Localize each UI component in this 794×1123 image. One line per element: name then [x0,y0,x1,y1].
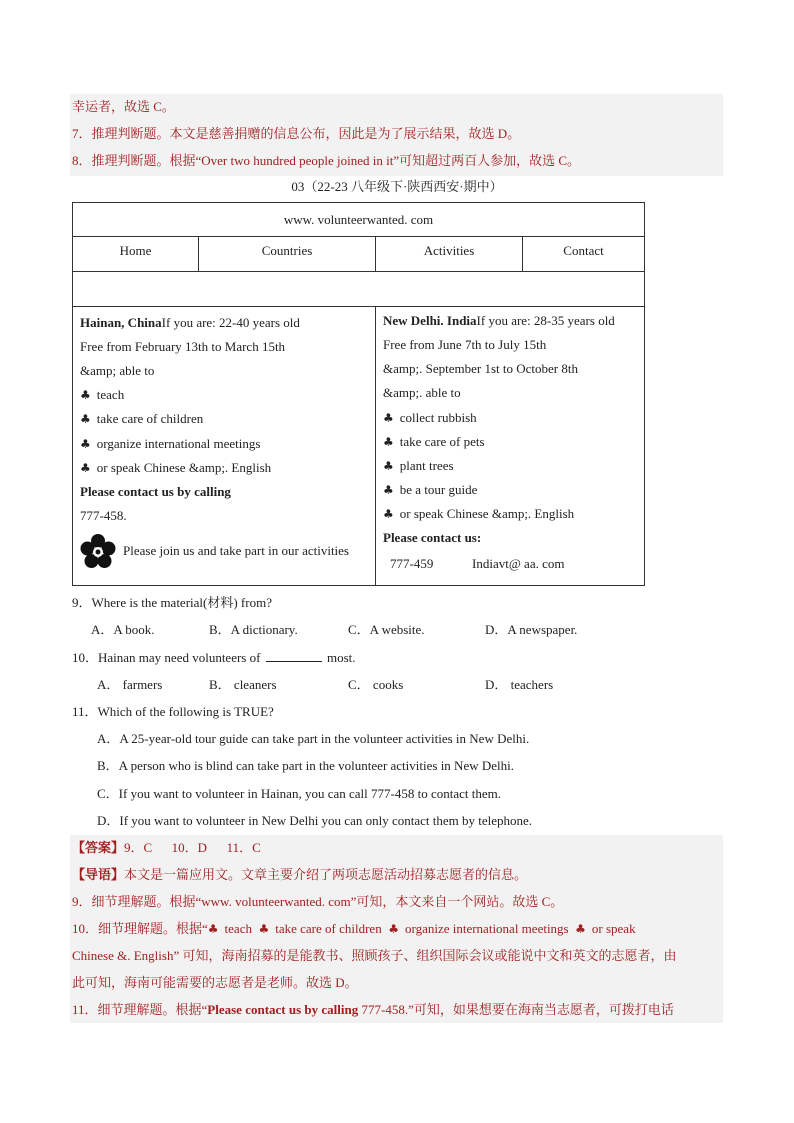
join-text: Please join us and take part in our activities [123,543,349,558]
nav-home: Home [73,237,199,272]
analysis-11-suffix: 777-458.”可知，如果想要在海南当志愿者，可拨打电话 [358,1002,674,1017]
answer-block-top [70,94,723,176]
answer-key [72,837,261,856]
answer-line: 幸运者，故选 C。 [72,99,175,114]
analysis-10-item: teach [224,921,252,936]
club-icon: ♣ [80,412,91,426]
q9-option-d: D．A newspaper. [485,622,578,637]
nav-contact: Contact [523,237,645,272]
q9-option-a: A．A book. [91,622,155,637]
answer-line: 7．推理判断题。本文是慈善捐赠的信息公布，因此是为了展示结果，故选 D。 [72,126,521,141]
delhi-phone: 777-459 [390,556,434,571]
delhi-item: be a tour guide [399,482,478,497]
q10-text-end: most. [326,650,356,665]
answer-label: 【答案】 [72,840,125,855]
delhi-contact-label: Please contact us: [383,530,482,545]
q10-text: 10．Hainan may need volunteers of [72,650,261,665]
analysis-10-item: or speak [591,921,636,936]
q11-option-d: D．If you want to volunteer in New Delhi you can only contact them by telephone. [97,813,533,828]
q11-option-c: C．If you want to volunteer in Hainan, you can call 777-458 to contact them. [97,786,501,801]
q10-option-c: C． cooks [348,677,404,692]
nav-countries: Countries [199,237,376,272]
club-icon: ♣ [383,459,394,473]
hainan-place: Hainan, China [80,315,162,330]
hainan-item: organize international meetings [96,436,261,451]
club-icon: ♣ [383,435,394,449]
analysis-11 [72,999,674,1018]
q10-option-b: B． cleaners [209,677,277,692]
flower-icon [80,534,116,570]
q11-option-a: A．A 25-year-old tour guide can take part in the volunteer activities in New Delhi. [97,731,530,746]
hainan-item: take care of children [96,411,204,426]
hainan-phone: 777-458. [80,508,127,523]
question-9: 9．Where is the material(材料) from? [72,595,272,610]
delhi-age: If you are: 28-35 years old [476,313,615,328]
q9-option-b: B．A dictionary. [209,622,298,637]
hainan-age: If you are: 22-40 years old [161,315,300,330]
guide-label: 【导语】 [72,867,125,882]
website-url: www. volunteerwanted. com [73,203,645,237]
hainan-column [73,307,376,586]
club-icon: ♣ [80,388,91,402]
passage-title: 03（22-23 八年级下·陕西西安·期中） [291,179,503,194]
delhi-able: &amp;. able to [383,385,461,400]
delhi-item: take care of pets [399,434,485,449]
analysis-10-line2: Chinese &. English” 可知，海南招募的是能教书、照顾孩子、组织国际会议或能说中文和英文的志愿者，由 [72,948,677,963]
answer-blank [266,651,322,662]
club-icon: ♣ [207,922,219,936]
analysis-10-line1 [72,918,636,937]
delhi-free: Free from June 7th to July 15th [383,337,547,352]
analysis-10-prefix: 10．细节理解题。根据“ [72,921,208,936]
club-icon: ♣ [258,922,270,936]
q10-option-d: D． teachers [485,677,554,692]
q10-option-a: A． farmers [97,677,163,692]
analysis-10-item: take care of children [275,921,382,936]
question-10 [72,647,356,666]
question-11: 11．Which of the following is TRUE? [72,704,274,719]
hainan-item: teach [96,387,125,402]
q11-option-b: B．A person who is blind can take part in the volunteer activities in New Delhi. [97,758,514,773]
club-icon: ♣ [383,507,394,521]
website-table [72,202,645,586]
hainan-able: &amp; able to [80,363,155,378]
club-icon: ♣ [575,922,586,936]
guide-line [72,864,527,883]
delhi-item: plant trees [399,458,454,473]
answer-key-values: 9．C 10．D 11．C [124,840,261,855]
empty-row [73,272,645,307]
answer-line: 8．推理判断题。根据“Over two hundred people joined in it”可知超过两百人参加，故选 C。 [72,153,581,168]
analysis-11-bold: Please contact us by calling [207,1002,359,1017]
club-icon: ♣ [80,437,91,451]
analysis-11-prefix: 11．细节理解题。根据“ [72,1002,208,1017]
answer-block-bottom [70,835,723,1023]
guide-text: 本文是一篇应用文。文章主要介绍了两项志愿活动招募志愿者的信息。 [124,867,528,882]
delhi-item: or speak Chinese &amp;. English [399,506,575,521]
delhi-place: New Delhi. India [383,313,477,328]
delhi-email: Indiavt@ aa. com [472,556,565,571]
club-icon: ♣ [383,483,394,497]
delhi-sept: &amp;. September 1st to October 8th [383,361,578,376]
analysis-9: 9．细节理解题。根据“www. volunteerwanted. com”可知，本文来自一个网站。故选 C。 [72,894,564,909]
hainan-item: or speak Chinese &amp;. English [96,460,272,475]
analysis-10-item: organize international meetings [404,921,569,936]
club-icon: ♣ [80,461,91,475]
hainan-contact-label: Please contact us by calling [80,484,231,499]
delhi-column [376,307,645,586]
analysis-10-line3: 此可知，海南可能需要的志愿者是老师。故选 D。 [72,975,358,990]
club-icon: ♣ [383,411,394,425]
q9-option-c: C．A website. [348,622,425,637]
hainan-free: Free from February 13th to March 15th [80,339,286,354]
delhi-item: collect rubbish [399,410,477,425]
club-icon: ♣ [388,922,399,936]
nav-activities: Activities [376,237,523,272]
